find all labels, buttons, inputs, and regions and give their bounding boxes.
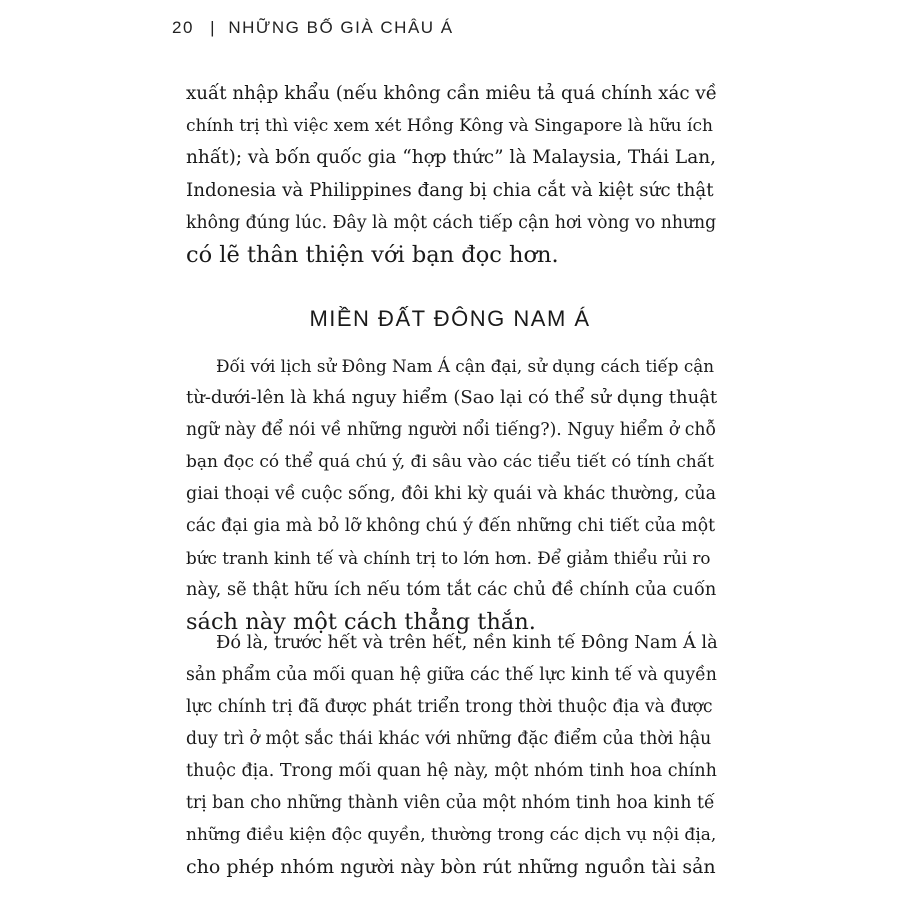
- text-line: có lẽ thân thiện với bạn đọc hơn.: [186, 242, 559, 268]
- text-line: lực chính trị đã được phát triển trong thời thuộc địa và được: [186, 697, 713, 717]
- text-line: Indonesia và Philippines đang bị chia cắt và kiệt sức thật: [186, 180, 714, 201]
- text-line: không đúng lúc. Đây là một cách tiếp cận hơi vòng vo nhưng: [186, 213, 717, 233]
- text-line: thuộc địa. Trong mối quan hệ này, một nhóm tinh hoa chính: [186, 761, 717, 781]
- page-number: 20: [172, 18, 194, 37]
- text-line: những điều kiện độc quyền, thường trong các dịch vụ nội địa,: [186, 825, 717, 845]
- header-separator: |: [210, 18, 217, 37]
- text-line: các đại gia mà bỏ lỡ không chú ý đến những chi tiết của một: [186, 516, 716, 536]
- text-line: Đó là, trước hết và trên hết, nền kinh tế Đông Nam Á là: [216, 633, 718, 653]
- text-line: sách này một cách thẳng thắn.: [186, 609, 536, 635]
- text-line: ngữ này để nói về những người nổi tiếng?). Nguy hiểm ở chỗ: [186, 420, 717, 440]
- text-line: Đối với lịch sử Đông Nam Á cận đại, sử dụng cách tiếp cận: [216, 356, 715, 376]
- text-line: nhất); và bốn quốc gia “hợp thức” là Malaysia, Thái Lan,: [186, 147, 717, 168]
- section-heading: MIỀN ĐẤT ĐÔNG NAM Á: [309, 306, 591, 331]
- text-line: bạn đọc có thể quá chú ý, đi sâu vào các tiểu tiết có tính chất: [186, 452, 714, 472]
- book-title: NHỮNG BỐ GIÀ CHÂU Á: [228, 18, 454, 37]
- text-line: này, sẽ thật hữu ích nếu tóm tắt các chủ đề chính của cuốn: [186, 580, 717, 600]
- text-line: cho phép nhóm người này bòn rút những nguồn tài sản: [186, 856, 716, 878]
- text-line: bức tranh kinh tế và chính trị to lớn hơn. Để giảm thiểu rủi ro: [186, 548, 711, 568]
- running-header: [172, 18, 454, 38]
- text-line: chính trị thì việc xem xét Hồng Kông và Singapore là hữu ích: [186, 116, 713, 136]
- text-line: giai thoại về cuộc sống, đôi khi kỳ quái và khác thường, của: [186, 484, 717, 504]
- text-line: xuất nhập khẩu (nếu không cần miêu tả quá chính xác về: [186, 83, 717, 104]
- text-line: trị ban cho những thành viên của một nhóm tinh hoa kinh tế: [186, 793, 715, 813]
- text-line: sản phẩm của mối quan hệ giữa các thế lực kinh tế và quyền: [186, 665, 717, 685]
- text-line: từ-dưới-lên là khá nguy hiểm (Sao lại có thể sử dụng thuật: [186, 387, 718, 408]
- text-line: duy trì ở một sắc thái khác với những đặc điểm của thời hậu: [186, 729, 712, 749]
